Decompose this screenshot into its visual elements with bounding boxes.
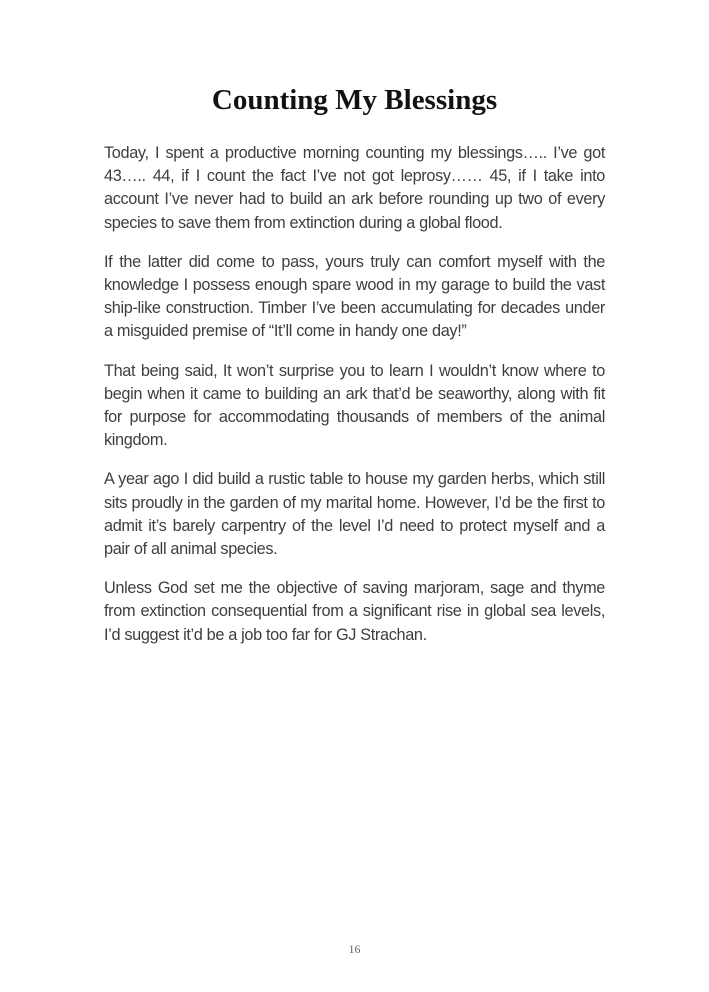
body-text [104, 142, 605, 663]
page-title: Counting My Blessings [211, 84, 498, 116]
paragraph-3: That being said, It won’t surprise you to learn I wouldn’t know where to begin when it came to building an ark that’d be seaworthy, along with fit for purpose for accommodating thousands of members of the animal kingdom. [104, 361, 605, 450]
paragraph-5: Unless God set me the objective of saving marjoram, sage and thyme from extinction consequential from a significant rise in global sea levels, I’d suggest it’d be a job too far for GJ Strachan. [104, 579, 605, 644]
paragraph-2: If the latter did come to pass, yours truly can comfort myself with the knowledge I possess enough spare wood in my garage to build the vast ship-like construction. Timber I’ve been accumulating for decades under a misguided premise of “It’ll come in handy one day!” [104, 252, 605, 341]
paragraph-1: Today, I spent a productive morning counting my blessings….. I’ve got 43….. 44, if I count the fact I’ve not got leprosy…… 45, if I take into account I’ve never had to build an ark before rounding up two of every species to save them from extinction during a global flood. [104, 144, 605, 232]
page-number: 16 [348, 942, 361, 956]
paragraph-4: A year ago I did build a rustic table to house my garden herbs, which still sits proudly in the garden of my marital home. However, I’d be the first to admit it’s barely carpentry of the level I’d need to protect myself and a pair of all animal species. [104, 470, 605, 559]
